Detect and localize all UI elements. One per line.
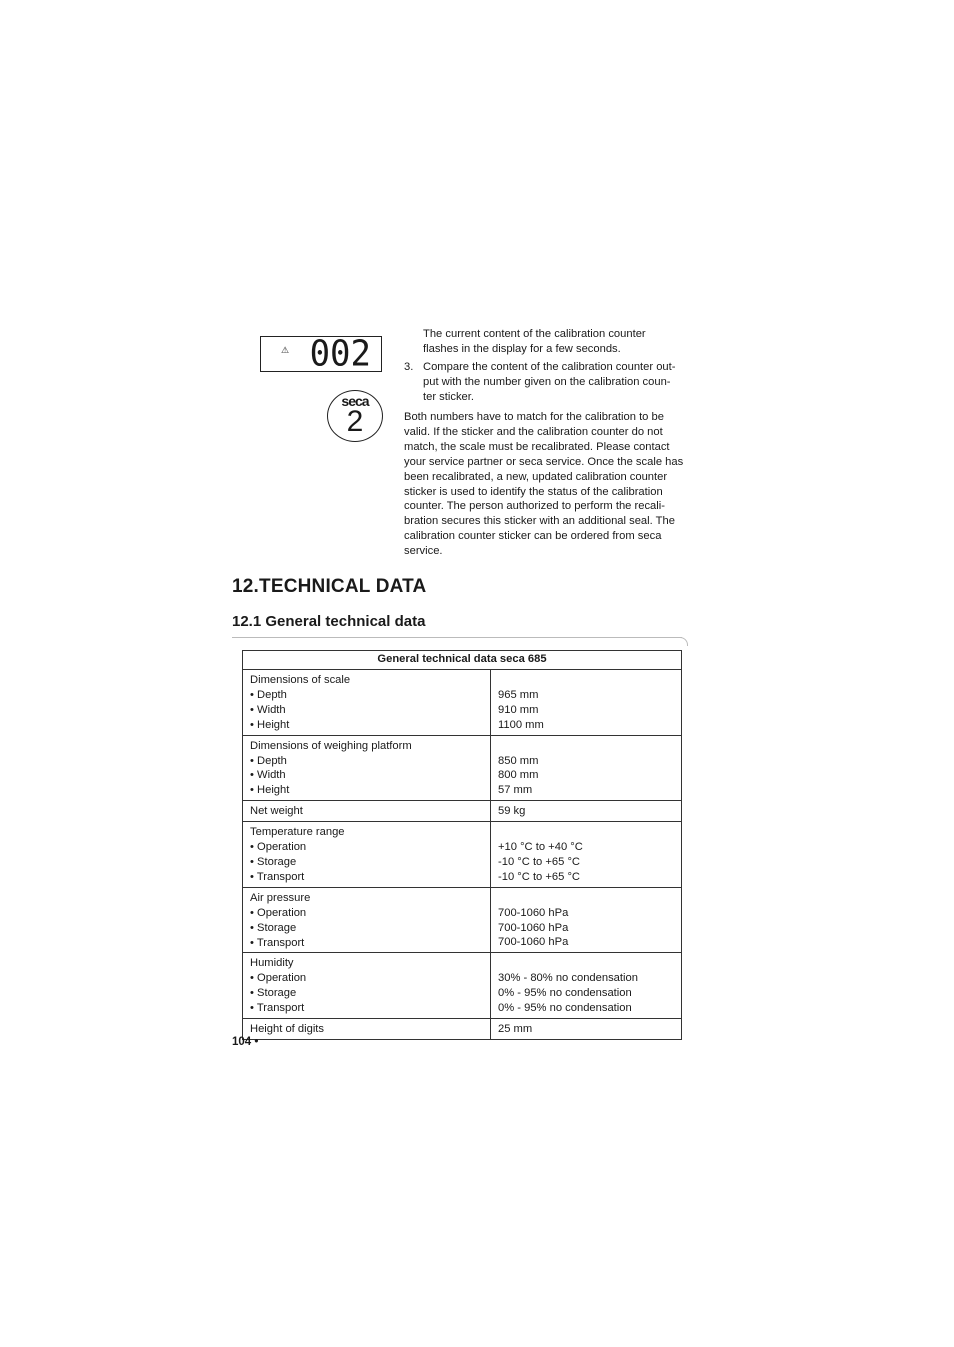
value-cell [491, 801, 682, 822]
table-row [243, 670, 682, 736]
row-label: Air pressure [250, 891, 311, 904]
row-value: -10 °C to +65 °C [498, 855, 581, 868]
row-item: • Operation [250, 906, 307, 919]
row-label: Dimensions of scale [250, 674, 351, 686]
row-item: • Width [250, 703, 286, 716]
row-item: • Depth [250, 754, 287, 767]
value-cell [491, 822, 682, 888]
table-header-row [243, 651, 682, 670]
row-value: -10 °C to +65 °C [498, 870, 581, 883]
text-line: your service partner or seca service. Once the scale has [404, 455, 684, 468]
row-value: 1100 mm [498, 718, 544, 731]
text-line: ter sticker. [423, 390, 474, 403]
row-item: • Width [250, 769, 286, 782]
row-item: • Operation [250, 972, 307, 985]
calibration-display [260, 333, 382, 375]
row-item: • Height [250, 718, 290, 731]
text-line: service. [404, 545, 443, 558]
row-item: • Height [250, 784, 290, 797]
row-value: +10 °C to +40 °C [498, 841, 583, 854]
text-line: been recalibrated, a new, updated calibration counter [404, 470, 668, 483]
text-line: calibration counter sticker can be ordered from seca [404, 530, 662, 543]
row-value: 700-1060 hPa [498, 906, 569, 919]
label-cell [243, 735, 491, 801]
divider [232, 637, 682, 638]
value-cell [491, 887, 682, 953]
row-value: 800 mm [498, 769, 539, 782]
row-item: • Storage [250, 855, 297, 868]
row-item: • Depth [250, 688, 287, 701]
row-label: Height of digits [250, 1023, 325, 1036]
row-label: Net weight [250, 805, 303, 818]
row-value: 910 mm [498, 703, 539, 716]
divider-corner [679, 637, 688, 646]
row-value: 57 mm [498, 784, 533, 797]
section-title: 12.TECHNICAL DATA [232, 576, 427, 597]
label-cell [243, 670, 491, 736]
text-line: match, the scale must be recalibrated. Please contact [404, 440, 670, 453]
text-line: bration secures this sticker with an additional seal. The [404, 515, 675, 528]
row-value: 700-1060 hPa [498, 936, 569, 949]
label-cell [243, 801, 491, 822]
row-item: • Transport [250, 870, 305, 883]
row-item: • Transport [250, 1002, 305, 1015]
text-line: valid. If the sticker and the calibration counter do not [404, 425, 663, 438]
calibration-counter-readout: 002 [309, 333, 371, 375]
row-label: Dimensions of weighing platform [250, 739, 412, 752]
sticker-number: 2 [346, 405, 364, 438]
text-line: flashes in the display for a few seconds. [423, 342, 621, 355]
text-line: counter. The person authorized to perform the recali- [404, 500, 665, 513]
text-line: Compare the content of the calibration counter out- [423, 361, 676, 373]
table-row [243, 822, 682, 888]
value-cell [491, 953, 682, 1019]
match-paragraph [404, 410, 692, 559]
table-row [243, 1019, 682, 1040]
row-item: • Operation [250, 841, 307, 854]
label-cell [243, 953, 491, 1019]
text-line: Both numbers have to match for the calibration to be [404, 411, 664, 423]
value-cell [491, 1019, 682, 1040]
table-row [243, 735, 682, 801]
table-row [243, 801, 682, 822]
row-value: 0% - 95% no condensation [498, 1002, 632, 1015]
row-value: 965 mm [498, 688, 539, 701]
label-cell [243, 822, 491, 888]
row-value: 25 mm [498, 1023, 533, 1036]
text-line: sticker is used to identify the status of the calibration [404, 485, 663, 498]
text-line: put with the number given on the calibration coun- [423, 375, 671, 388]
label-cell [243, 887, 491, 953]
page-number: 104 • [232, 1036, 259, 1048]
table-row [243, 953, 682, 1019]
row-item: • Storage [250, 921, 297, 934]
calibration-sticker [327, 390, 383, 442]
value-cell [491, 670, 682, 736]
row-item: • Transport [250, 936, 305, 949]
row-item: • Storage [250, 987, 297, 1000]
intro-paragraph [423, 327, 693, 357]
table-header: General technical data seca 685 [243, 651, 682, 670]
subsection-title: 12.1 General technical data [232, 613, 426, 630]
value-cell [491, 735, 682, 801]
row-label: Temperature range [250, 826, 345, 839]
row-value: 30% - 80% no condensation [498, 972, 638, 985]
technical-data-table [242, 650, 682, 1040]
table-row [243, 887, 682, 953]
text-line: The current content of the calibration counter [423, 328, 646, 340]
row-value: 700-1060 hPa [498, 921, 569, 934]
seca-logo: seca [341, 393, 369, 409]
step-number: 3. [404, 361, 414, 373]
label-cell [243, 1019, 491, 1040]
warning-icon: ⚠ [281, 345, 290, 355]
row-value: 850 mm [498, 754, 539, 767]
row-label: Humidity [250, 957, 294, 970]
row-value: 59 kg [498, 805, 526, 818]
row-value: 0% - 95% no condensation [498, 987, 632, 1000]
